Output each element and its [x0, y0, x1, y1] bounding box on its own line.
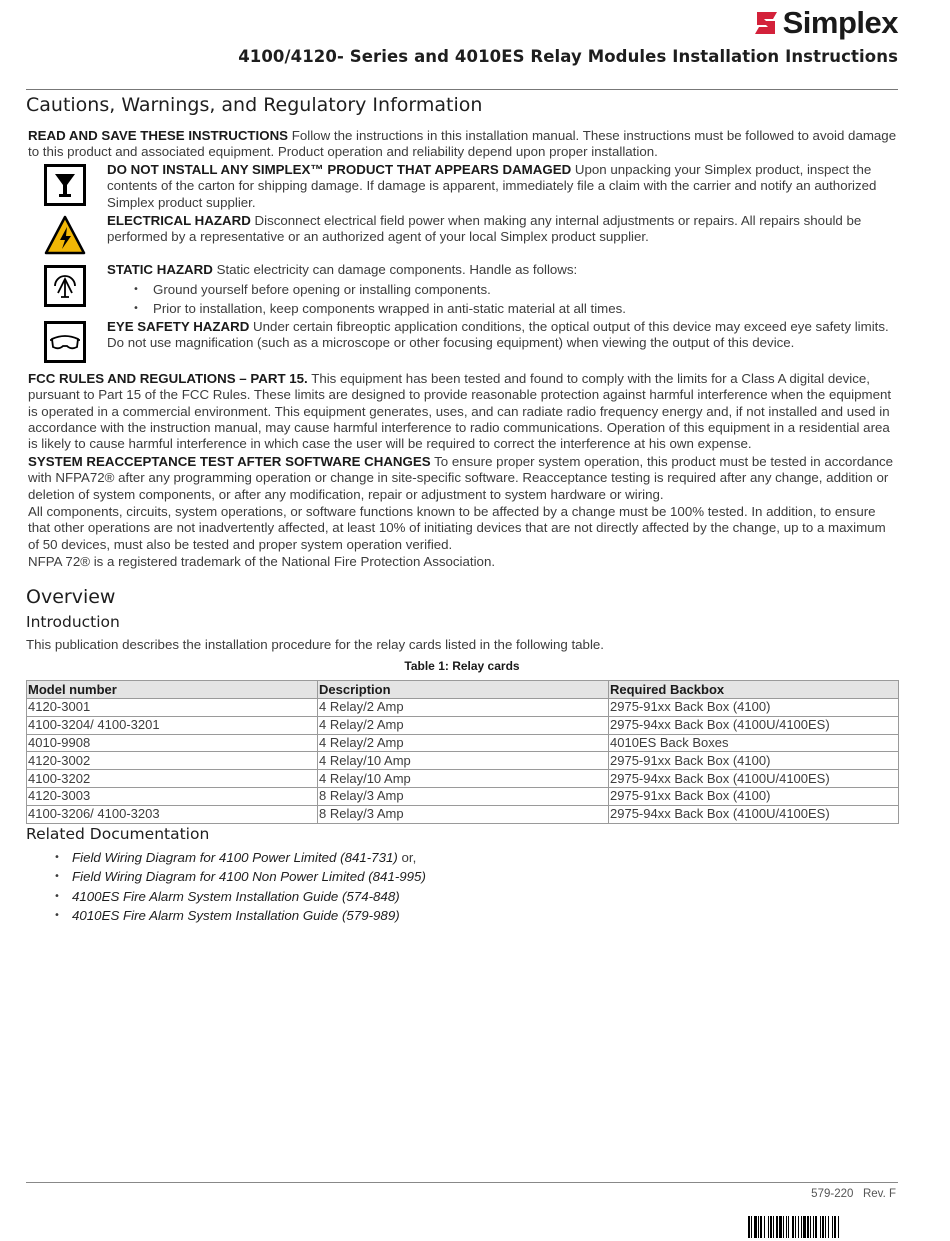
- footer-doc-info: [811, 1188, 896, 1200]
- static-bullet-1: Ground yourself before opening or installing components.: [153, 282, 491, 297]
- doc-number: 579-220: [811, 1188, 854, 1200]
- hazard-electrical-label: ELECTRICAL HAZARD: [107, 213, 251, 228]
- simplex-logo: [753, 5, 898, 41]
- bullet-dot: •: [54, 891, 60, 902]
- footer-divider: [26, 1182, 898, 1183]
- document-title: 4100/4120- Series and 4010ES Relay Modules Installation Instructions: [238, 47, 898, 66]
- related-doc-item: [72, 850, 416, 865]
- bullet-dot: •: [133, 303, 139, 314]
- hazard-eye-paragraph: [107, 319, 898, 352]
- hazard-static-paragraph: [107, 262, 898, 278]
- related-doc-title: Field Wiring Diagram for 4100 Power Limited (841-731): [72, 850, 398, 865]
- cell-description: 8 Relay/3 Amp: [318, 805, 609, 823]
- cell-backbox: 2975-94xx Back Box (4100U/4100ES): [609, 770, 899, 788]
- nfpa-paragraph: NFPA 72® is a registered trademark of the National Fire Protection Association.: [28, 554, 496, 569]
- barcode-bar: [839, 1216, 840, 1238]
- bullet-dot: •: [54, 910, 60, 921]
- related-documentation-heading: Related Documentation: [26, 825, 210, 843]
- related-doc-item: [72, 869, 426, 884]
- simplex-logo-icon: [753, 10, 779, 36]
- hazard-electrical-paragraph: [107, 213, 898, 246]
- static-hazard-icon: [44, 265, 86, 311]
- cell-description: 4 Relay/2 Amp: [318, 734, 609, 752]
- table-header-row: [27, 681, 899, 699]
- fcc-text: This equipment has been tested and found to comply with the limits for a Class A digital device, pursuant to Part 15 of the FCC Rules. These limits are designed to provide reasonable protection against harmful interference when the equipment is operated in a commercial environment. This equipment generates, uses, and can radiate radio frequency energy and, if not installed and used in accordance with the instruction manual, may cause harmful interference to radio communications. Operation of this equipment in a residential area is likely to cause harmful interference in which case the user will be required to correct the interference at his own expense.: [28, 371, 892, 452]
- hazard-damaged-text: Upon unpacking your Simplex product, inspect the contents of the carton for shipping damage. If damage is apparent, immediately file a claim with the carrier and notify an authorized Simplex product supplier.: [107, 162, 877, 210]
- cell-model: 4010-9908: [27, 734, 318, 752]
- cautions-heading: Cautions, Warnings, and Regulatory Information: [26, 94, 483, 116]
- read-save-paragraph: [28, 128, 898, 161]
- column-header-backbox: Required Backbox: [609, 681, 899, 699]
- revision: Rev. F: [862, 1188, 896, 1200]
- brand-name: Simplex: [782, 5, 898, 40]
- hazard-damaged-label: DO NOT INSTALL ANY SIMPLEX™ PRODUCT THAT APPEARS DAMAGED: [107, 162, 572, 177]
- table-row: [27, 699, 899, 717]
- cell-backbox: 2975-94xx Back Box (4100U/4100ES): [609, 805, 899, 823]
- cell-model: 4100-3202: [27, 770, 318, 788]
- components-paragraph: All components, circuits, system operations, or software functions known to be affected by a change must be 100% tested. In addition, to ensure that other operations are not inadvertently affected, at least 10% of initiating devices that are not directly affected by the change, up to a maximum of 50 devices, must also be tested and proper system operation verified.: [28, 504, 886, 552]
- table-caption: Table 1: Relay cards: [404, 659, 520, 673]
- related-doc-title: 4010ES Fire Alarm System Installation Guide (579-989): [72, 908, 400, 923]
- relay-cards-table: [26, 680, 899, 824]
- hazard-eye-text: Under certain fibreoptic application conditions, the optical output of this device may exceed eye safety limits. Do not use magnification (such as a microscope or other focusing equipment) when viewing the output of this device.: [107, 319, 889, 351]
- reacceptance-paragraph: [28, 454, 898, 503]
- related-doc-item: [72, 889, 400, 904]
- reacceptance-label: SYSTEM REACCEPTANCE TEST AFTER SOFTWARE CHANGES: [28, 454, 431, 469]
- related-doc-suffix: or,: [397, 850, 417, 865]
- read-save-text: Follow the instructions in this installation manual. These instructions must be followed to avoid damage to this product and associated equipment. Product operation and reliability depend upon proper installation.: [28, 128, 897, 160]
- cell-description: 8 Relay/3 Amp: [318, 787, 609, 805]
- column-header-model: Model number: [27, 681, 318, 699]
- static-bullet-2: Prior to installation, keep components wrapped in anti-static material at all times.: [153, 301, 627, 316]
- cell-model: 4120-3002: [27, 752, 318, 770]
- cell-model: 4120-3003: [27, 787, 318, 805]
- overview-heading: Overview: [26, 586, 116, 608]
- cell-description: 4 Relay/10 Amp: [318, 752, 609, 770]
- header-divider: [26, 89, 898, 90]
- cell-model: 4100-3204/ 4100-3201: [27, 716, 318, 734]
- fcc-paragraph: [28, 371, 898, 452]
- barcode: [748, 1216, 898, 1238]
- bullet-dot: •: [54, 852, 60, 863]
- reacceptance-text: To ensure proper system operation, this product must be tested in accordance with NFPA72® after any programming operation or change in site-specific software. Reacceptance testing is required after any change, addition or deletion of system components, or after any modification, repair or adjustment to system hardware or wiring.: [28, 454, 894, 502]
- electrical-hazard-icon: [44, 215, 86, 259]
- hazard-electrical-text: Disconnect electrical field power when making any internal adjustments or repairs. All repairs should be performed by a representative or an authorized agent of your local Simplex product supplier.: [107, 213, 862, 245]
- table-row: [27, 805, 899, 823]
- cell-backbox: 2975-91xx Back Box (4100): [609, 699, 899, 717]
- cell-backbox: 2975-94xx Back Box (4100U/4100ES): [609, 716, 899, 734]
- table-row: [27, 770, 899, 788]
- related-doc-title: Field Wiring Diagram for 4100 Non Power Limited (841-995): [72, 869, 426, 884]
- hazard-damaged-paragraph: [107, 162, 898, 211]
- cell-backbox: 2975-91xx Back Box (4100): [609, 787, 899, 805]
- eye-safety-icon: [44, 321, 86, 367]
- cell-model: 4120-3001: [27, 699, 318, 717]
- fcc-label: FCC RULES AND REGULATIONS – PART 15.: [28, 371, 308, 386]
- cell-backbox: 4010ES Back Boxes: [609, 734, 899, 752]
- cell-backbox: 2975-91xx Back Box (4100): [609, 752, 899, 770]
- cell-description: 4 Relay/2 Amp: [318, 716, 609, 734]
- cell-description: 4 Relay/2 Amp: [318, 699, 609, 717]
- table-row: [27, 787, 899, 805]
- hazard-static-label: STATIC HAZARD: [107, 262, 213, 277]
- bullet-dot: •: [133, 284, 139, 295]
- table-row: [27, 734, 899, 752]
- read-save-label: READ AND SAVE THESE INSTRUCTIONS: [28, 128, 289, 143]
- related-doc-item: [72, 908, 400, 923]
- hazard-static-text: Static electricity can damage components. Handle as follows:: [212, 262, 578, 277]
- column-header-description: Description: [318, 681, 609, 699]
- introduction-text: This publication describes the installation procedure for the relay cards listed in the following table.: [26, 637, 604, 652]
- damaged-product-icon: [44, 164, 86, 210]
- hazard-eye-label: EYE SAFETY HAZARD: [107, 319, 250, 334]
- related-doc-title: 4100ES Fire Alarm System Installation Guide (574-848): [72, 889, 400, 904]
- table-row: [27, 752, 899, 770]
- bullet-dot: •: [54, 871, 60, 882]
- introduction-heading: Introduction: [26, 613, 120, 631]
- cell-model: 4100-3206/ 4100-3203: [27, 805, 318, 823]
- cell-description: 4 Relay/10 Amp: [318, 770, 609, 788]
- table-row: [27, 716, 899, 734]
